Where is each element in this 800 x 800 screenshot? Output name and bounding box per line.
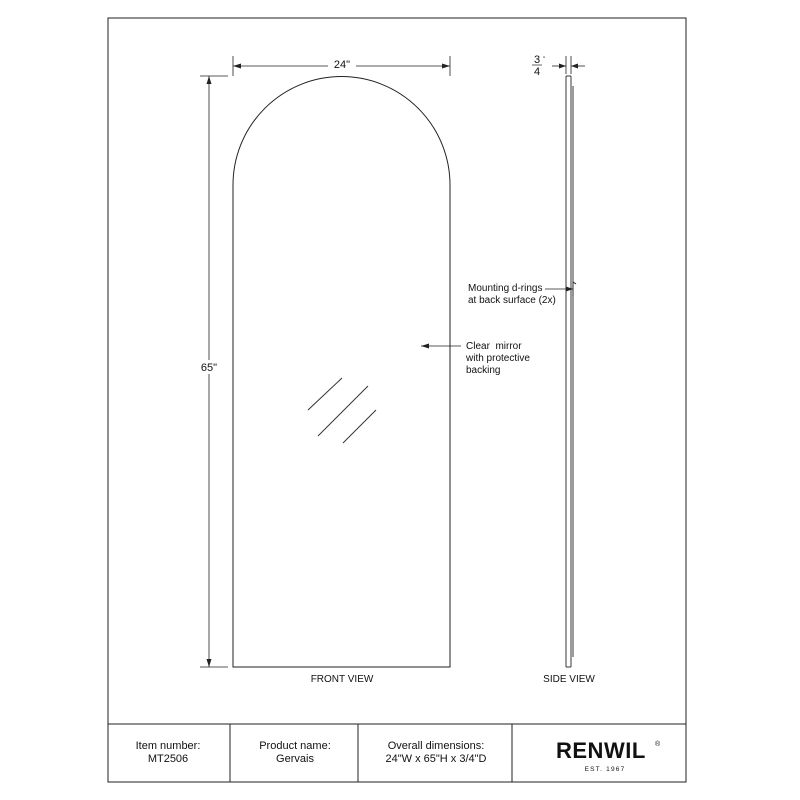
height-arrow-top (207, 76, 212, 84)
side-profile (566, 76, 573, 667)
front-view-label: FRONT VIEW (310, 674, 374, 685)
brand-wordmark: RENWIL (556, 738, 646, 763)
drings-callout-line-2: at back surface (2x) (468, 295, 556, 306)
front-view (196, 56, 530, 685)
mirror-callout-line-2: with protective (466, 353, 530, 364)
brand-registered-mark: ® (655, 741, 661, 748)
depth-arrow-right (571, 64, 578, 69)
side-view-label: SIDE VIEW (543, 674, 595, 685)
mirror-outline (233, 77, 450, 667)
mirror-callout-line-3: backing (466, 365, 501, 376)
d-ring (573, 282, 576, 296)
brand-established: EST. 1967 (584, 766, 626, 773)
title-block (108, 724, 686, 782)
height-dimension-label: 65" (200, 362, 218, 374)
depth-dimension-numerator: 3 (533, 54, 541, 66)
mirror-callout-arrow (421, 344, 429, 349)
product-name-label: Product name: (259, 740, 331, 752)
height-arrow-bottom (207, 659, 212, 667)
width-dimension-label: 24" (333, 59, 351, 71)
depth-dimension-denominator: 4 (533, 66, 541, 78)
width-arrow-left (233, 64, 241, 69)
product-name-value: Gervais (276, 753, 314, 765)
drings-callout-arrow (566, 287, 573, 292)
item-number-label: Item number: (135, 740, 201, 752)
overall-dimensions-label: Overall dimensions: (387, 740, 485, 752)
mirror-callout-line-1: Clear mirror (466, 341, 522, 352)
drings-callout-line-1: Mounting d-rings (468, 283, 543, 294)
brand-logo (556, 738, 661, 773)
mirror-reflection-lines (308, 378, 376, 443)
overall-dimensions-value: 24"W x 65"H x 3/4"D (385, 753, 487, 765)
depth-arrow-left (559, 64, 566, 69)
width-arrow-right (442, 64, 450, 69)
depth-dimension-inch-mark: " (543, 57, 546, 63)
item-number-value: MT2506 (147, 753, 189, 765)
depth-dimension (552, 56, 585, 74)
